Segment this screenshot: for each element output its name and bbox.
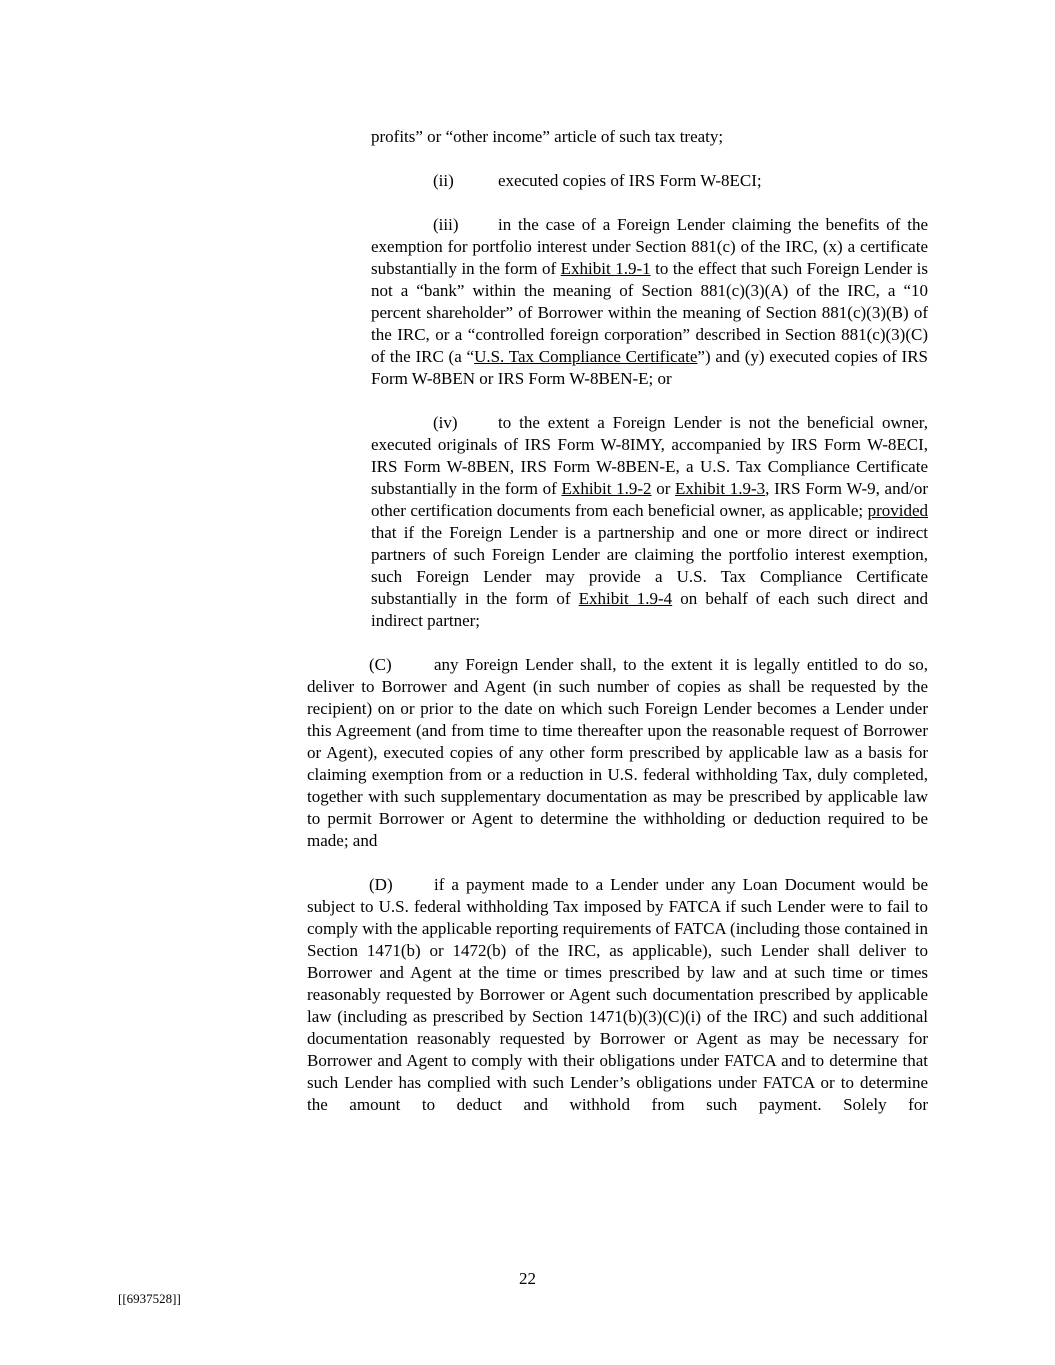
text-run: ”) and (y) executed copies of IRS Form W-8BEN or IRS Form W-8BEN-E; or <box>371 347 929 388</box>
clause-label-iv: (iv) <box>433 413 458 432</box>
document-body <box>307 126 928 1138</box>
text-run: on behalf of each such direct and indirect partner; <box>371 589 928 630</box>
text-run: if a payment made to a Lender under any Loan Document would be subject to U.S. federal withholding Tax imposed by FATCA if such Lender were to fail to comply with the applicable reporting requirements of FATCA (including those contained in Section 1471(b) or 1472(b) of the IRC, as applicable), such Lender shall deliver to Borrower and Agent at the time or times prescribed by law and at such time or times reasonably requested by Borrower or Agent such documentation prescribed by applicable law (including as prescribed by Section 1471(b)(3)(C)(i) of the IRC) and such additional documentation reasonably requested by Borrower or Agent as may be necessary for Borrower and Agent to comply with their obligations under FATCA and to determine that such Lender has complied with such Lender’s obligations under FATCA or to determine the amount to deduct and withhold from such payment. Solely for <box>307 875 928 1114</box>
clause-label-D: (D) <box>369 875 393 894</box>
underlined-term: U.S. Tax Compliance Certificate <box>474 347 698 366</box>
paragraph-iii <box>371 214 928 390</box>
paragraph-ii <box>371 170 928 192</box>
underlined-term: Exhibit 1.9-1 <box>560 259 651 278</box>
page-number: 22 <box>519 1269 536 1288</box>
paragraph-D <box>307 874 928 1116</box>
text-run: , IRS Form W-9, and/or other certification documents from each beneficial owner, as applicable; <box>371 479 928 520</box>
text-run: or <box>651 479 676 498</box>
paragraph-treaty-continuation <box>371 126 928 148</box>
clause-label-C: (C) <box>369 655 392 674</box>
text-run: any Foreign Lender shall, to the extent it is legally entitled to do so, deliver to Borrower and Agent (in such number of copies as shall be requested by the recipient) on or prior to the date on which such Foreign Lender becomes a Lender under this Agreement (and from time to time thereafter upon the reasonable request of Borrower or Agent), executed copies of any other form prescribed by applicable law as a basis for claiming exemption from or a reduction in U.S. federal withholding Tax, duly completed, together with such supplementary documentation as may be prescribed by applicable law to permit Borrower or Agent to determine the withholding or deduction required to be made; and <box>307 655 928 850</box>
paragraph-C <box>307 654 928 852</box>
text-run: in the case of a Foreign Lender claiming the benefits of the exemption for portfolio interest under Section 881(c) of the IRC, (x) a certificate substantially in the form of <box>371 215 928 278</box>
clause-label-iii: (iii) <box>433 215 459 234</box>
text-run: profits” or “other income” article of such tax treaty; <box>371 127 724 146</box>
paragraph-iv <box>371 412 928 632</box>
text-run: executed copies of IRS Form W-8ECI; <box>498 171 762 190</box>
underlined-term: provided <box>867 501 928 520</box>
text-run: to the effect that such Foreign Lender is not a “bank” within the meaning of Section 881(c)(3)(A) of the IRC, a “10 percent shareholder” of Borrower within the meaning of Section 881(c)(3)(B) of the IRC, or a “controlled foreign corporation” described in Section 881(c)(3)(C) of the IRC (a “ <box>371 259 928 366</box>
underlined-term: Exhibit 1.9-3 <box>675 479 766 498</box>
underlined-term: Exhibit 1.9-2 <box>561 479 652 498</box>
text-run: that if the Foreign Lender is a partnership and one or more direct or indirect partners of such Foreign Lender are claiming the portfolio interest exemption, such Foreign Lender may provide a U.S. Tax Compliance Certificate substantially in the form of <box>371 523 928 608</box>
underlined-term: Exhibit 1.9-4 <box>578 589 673 608</box>
document-id-stamp: [[6937528]] <box>118 1291 181 1306</box>
text-run: to the extent a Foreign Lender is not the beneficial owner, executed originals of IRS Form W-8IMY, accompanied by IRS Form W-8ECI, IRS Form W-8BEN, IRS Form W-8BEN-E, a U.S. Tax Compliance Certificate substantially in the form of <box>371 413 928 498</box>
clause-label-ii: (ii) <box>433 171 454 190</box>
